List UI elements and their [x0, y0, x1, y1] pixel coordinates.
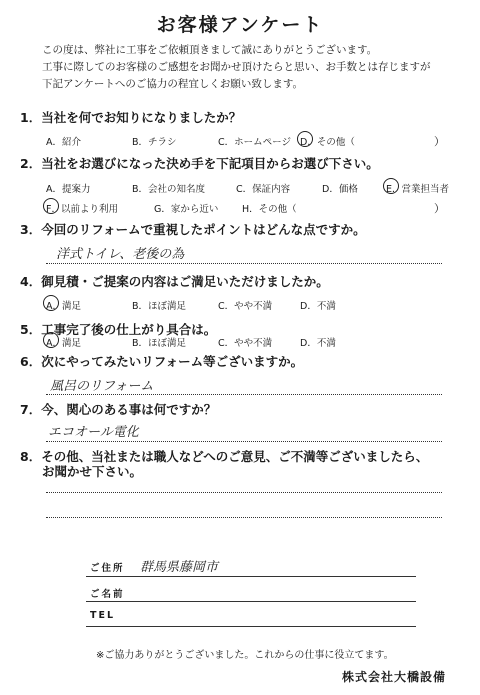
question-8-line-1: 8．その他、当社または職人などへのご意見、ご不満等ございましたら、 [20, 449, 429, 464]
intro-line-1: この度は、弊社に工事をご依頼頂きまして誠にありがとうございます。 [42, 44, 378, 56]
q4-selected-circle [43, 295, 59, 311]
q8-answer-line-1 [46, 492, 442, 493]
name-line [86, 601, 416, 602]
question-7: 7．今、関心のある事は何ですか？ [20, 402, 217, 417]
address-handwritten-value: 群馬県藤岡市 [140, 560, 219, 575]
question-6: 6．次にやってみたいリフォーム等ございますか。 [20, 354, 304, 369]
q1-option-c[interactable]: C．ホームページ [218, 137, 291, 148]
q5-option-a[interactable]: A．満足 [46, 338, 81, 349]
q6-handwritten-answer: 風呂のリフォーム [50, 379, 154, 394]
q5-option-b[interactable]: B．ほぼ満足 [132, 338, 187, 349]
intro-line-2: 工事に際してのお客様のご感想をお聞かせ頂けたらと思い、お手数とは存じますが [42, 61, 431, 73]
q8-answer-line-2 [46, 517, 442, 518]
q2-option-e[interactable]: E．営業担当者 [386, 184, 450, 195]
question-2: 2．当社をお選びになった決め手を下記項目からお選び下さい。 [20, 156, 379, 171]
question-3: 3．今回のリフォームで重視したポイントはどんな点ですか。 [20, 222, 366, 237]
q3-answer-line [46, 263, 442, 264]
page-title: お客様アンケート [156, 14, 324, 36]
q7-answer-line [46, 441, 442, 442]
q1-option-a[interactable]: A．紹介 [46, 137, 81, 148]
thanks-note: ※ご協力ありがとうございました。これからの仕事に役立てます。 [96, 650, 394, 661]
q2-option-g[interactable]: G．家から近い [154, 204, 219, 215]
q2-option-f[interactable]: F．以前より利用 [46, 204, 118, 215]
q2-option-c[interactable]: C．保証内容 [236, 184, 291, 195]
q4-option-b[interactable]: B．ほぼ満足 [132, 301, 187, 312]
address-line [86, 576, 416, 577]
question-4: 4．御見積・ご提案の内容はご満足いただけましたか。 [20, 274, 329, 289]
q4-option-d[interactable]: D．不満 [300, 301, 336, 312]
question-5: 5．工事完了後の仕上がり具合は。 [20, 322, 217, 337]
q5-selected-circle [43, 332, 59, 348]
question-1: 1．当社を何でお知りになりましたか？ [20, 110, 242, 125]
tel-line [86, 626, 416, 627]
q2-option-b[interactable]: B．会社の知名度 [132, 184, 206, 195]
q7-handwritten-answer: エコオール電化 [48, 425, 139, 440]
q5-option-c[interactable]: C．やや不満 [218, 338, 273, 349]
q2-bracket-close: ） [434, 202, 445, 215]
q2-option-a[interactable]: A．提案力 [46, 184, 91, 195]
q1-selected-circle [297, 131, 313, 147]
q3-handwritten-answer: 洋式トイレ、老後の為 [56, 247, 185, 262]
q1-option-d[interactable]: D．その他（ [300, 137, 355, 148]
company-name: 株式会社大橋設備 [341, 670, 446, 684]
q4-option-a[interactable]: A．満足 [46, 301, 81, 312]
q2-option-d[interactable]: D．価格 [322, 184, 358, 195]
q2-selected-circle-e [383, 178, 399, 194]
address-label: ご住所 [90, 563, 125, 574]
q1-bracket-close: ） [434, 135, 445, 148]
question-8-line-2: お聞かせ下さい。 [42, 464, 143, 479]
q6-answer-line [46, 394, 442, 395]
q4-option-c[interactable]: C．やや不満 [218, 301, 273, 312]
tel-label: TEL [90, 610, 116, 621]
intro-line-3: 下記アンケートへのご協力の程宜しくお願い致します。 [42, 78, 304, 90]
name-label: ご名前 [90, 589, 125, 600]
q5-option-d[interactable]: D．不満 [300, 338, 336, 349]
q2-option-h[interactable]: H．その他（ [242, 204, 297, 215]
q1-option-b[interactable]: B．チラシ [132, 137, 177, 148]
q2-selected-circle-f [43, 198, 59, 214]
